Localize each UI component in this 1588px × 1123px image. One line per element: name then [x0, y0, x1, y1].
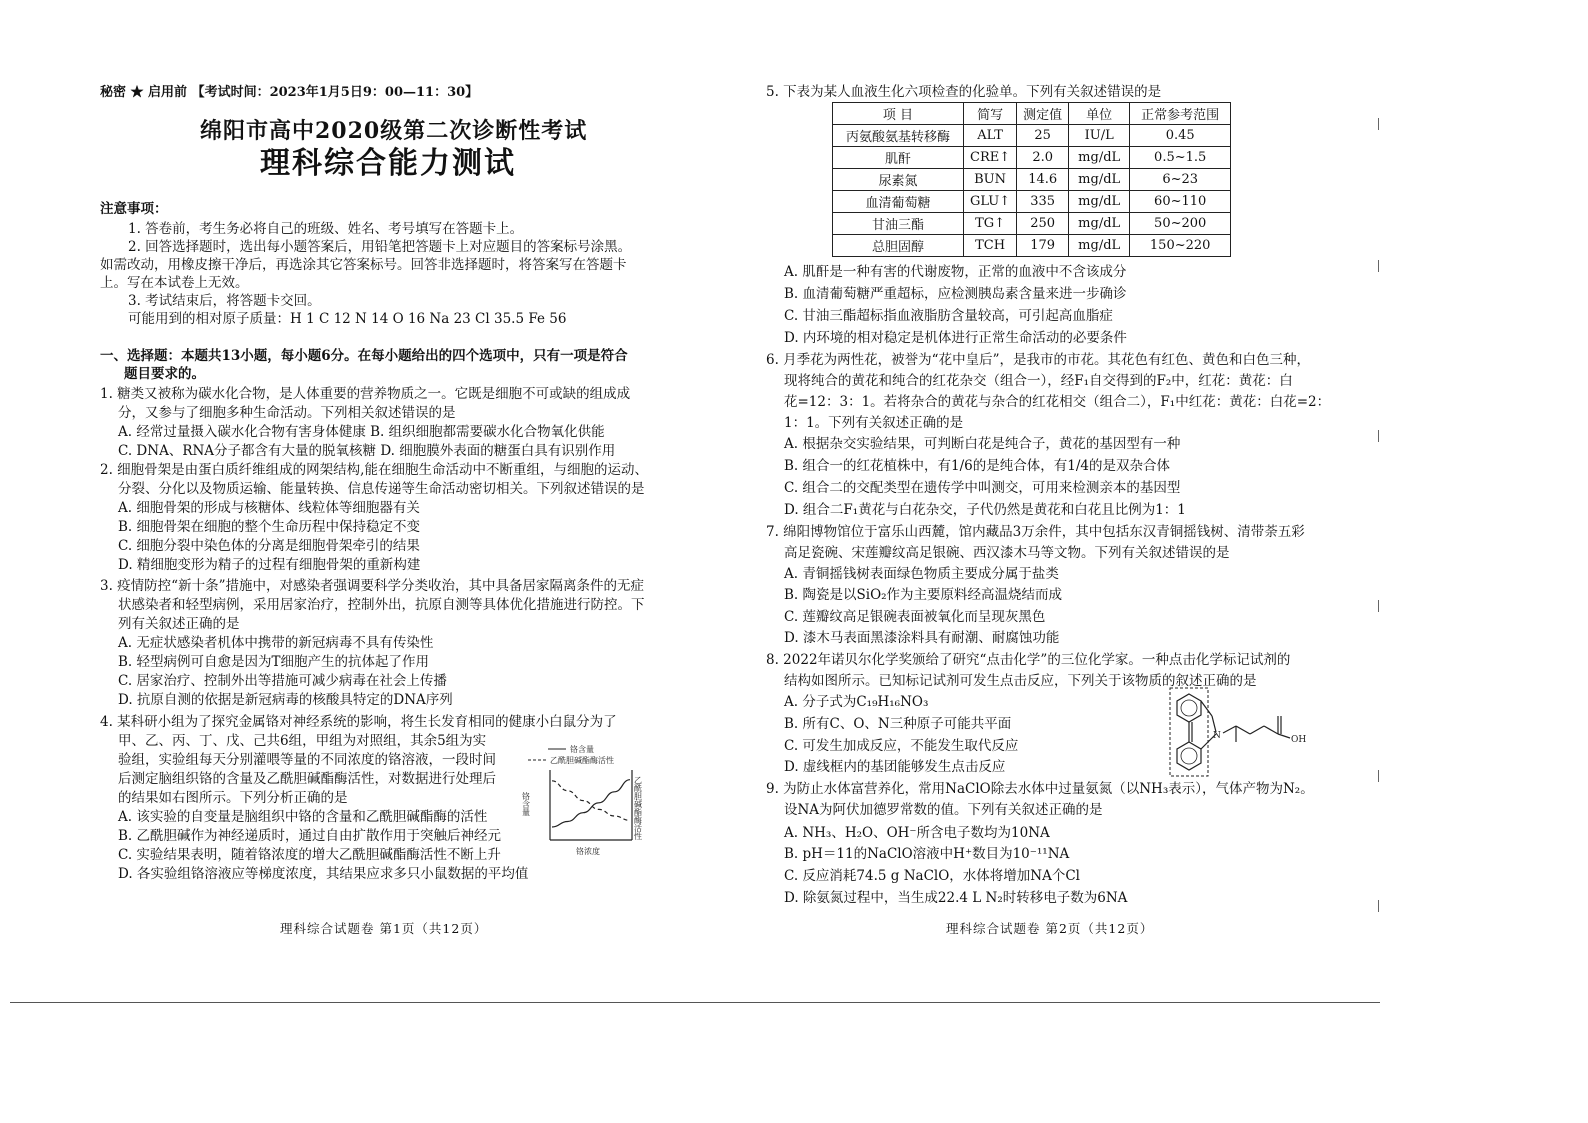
blood-test-table — [832, 102, 1231, 257]
x-axis-label: 铬浓度 — [576, 847, 600, 856]
question-line: C. 可发生加成反应，不能发生取代反应 — [784, 738, 1019, 754]
question-line: A. 细胞骨架的形成与核糖体、线粒体等细胞器有关 — [118, 500, 420, 516]
question-line: 设NA为阿伏加德罗常数的值。下列有关叙述正确的是 — [784, 802, 1103, 818]
margin-tick — [1378, 118, 1379, 130]
table-cell: 179 — [1017, 235, 1069, 257]
table-cell: 0.5~1.5 — [1130, 147, 1231, 169]
question-line: B. 轻型病例可自愈是因为T细胞产生的抗体起了作用 — [118, 654, 430, 670]
q4-line-chart — [518, 742, 646, 862]
question-line: 结构如图所示。已知标记试剂可发生点击反应，下列关于该物质的叙述正确的是 — [784, 673, 1257, 689]
table-cell: BUN — [964, 169, 1017, 191]
col-header: 简写 — [964, 103, 1017, 125]
table-cell: 丙氨酸氨基转移酶 — [833, 125, 964, 147]
question-line: D. 精细胞变形为精子的过程有细胞骨架的重新构建 — [118, 557, 421, 573]
question-line: 高足瓷碗、宋莲瓣纹高足银碗、西汉漆木马等文物。下列有关叙述错误的是 — [784, 545, 1230, 561]
question-line: A. NH₃、H₂O、OH⁻所含电子数均为10NA — [784, 825, 1050, 841]
secret-line: 秘密 ★ 启用前 【考试时间：2023年1月5日9：00—11：30】 — [100, 85, 479, 100]
bond — [1278, 734, 1290, 738]
margin-tick — [1378, 600, 1379, 612]
bond — [1223, 726, 1236, 733]
question-line: A. 根据杂交实验结果，可判断白花是纯合子，黄花的基因型有一种 — [784, 436, 1181, 452]
question-line: 6. 月季花为两性花，被誉为“花中皇后”，是我市的市花。其花色有红色、黄色和白色三种， — [766, 352, 1310, 368]
section-heading-cont: 题目要求的。 — [124, 366, 205, 382]
table-cell: TCH — [964, 235, 1017, 257]
question-line: D. 各实验组铬溶液应等梯度浓度，其结果应求多只小鼠数据的平均值 — [118, 866, 529, 882]
question-line: 1. 糖类又被称为碳水化合物，是人体重要的营养物质之一。它既是细胞不可或缺的组成成 — [100, 386, 631, 402]
col-header: 测定值 — [1017, 103, 1069, 125]
table-cell: mg/dL — [1069, 169, 1130, 191]
bond — [1250, 726, 1264, 734]
question-line: A. 经常过量摄入碳水化合物有害身体健康 B. 组织细胞都需要碳水化合物氧化供能 — [118, 424, 605, 440]
question-line: D. 虚线框内的基团能够发生点击反应 — [784, 759, 1006, 775]
question-line: 分裂、分化以及物质运输、能量转换、信息传递等生命活动密切相关。下列叙述错误的是 — [118, 481, 645, 497]
question-line: 后测定脑组织铬的含量及乙酰胆碱酯酶活性，对数据进行处理后 — [118, 771, 496, 787]
table-cell: mg/dL — [1069, 191, 1130, 213]
bond — [1212, 716, 1216, 732]
table-cell: 总胆固醇 — [833, 235, 964, 257]
aromatic-circle — [1181, 748, 1197, 764]
margin-tick — [1378, 770, 1379, 782]
bond — [1201, 701, 1212, 716]
subject-title: 理科综合能力测试 — [260, 146, 516, 181]
series-line-1 — [552, 781, 630, 821]
question-line: 1：1。下列有关叙述正确的是 — [784, 415, 964, 431]
question-line: 验组，实验组每天分别灌喂等量的不同浓度的铬溶液，一段时间 — [118, 752, 496, 768]
question-line: 甲、乙、丙、丁、戊、己共6组，甲组为对照组，其余5组为实 — [118, 733, 487, 749]
question-line: 8. 2022年诺贝尔化学奖颁给了研究“点击化学”的三位化学家。一种点击化学标记试剂的 — [766, 652, 1291, 668]
page-footer-right: 理科综合试题卷 第2页（共12页） — [946, 921, 1154, 936]
question-line: C. 组合二的交配类型在遗传学中叫测交，可用来检测亲本的基因型 — [784, 480, 1181, 496]
table-cell: 50~200 — [1130, 213, 1231, 235]
table-cell: TG↑ — [964, 213, 1017, 235]
question-line: D. 抗原自测的依据是新冠病毒的核酸具特定的DNA序列 — [118, 692, 453, 708]
margin-tick — [1378, 900, 1379, 912]
col-header: 正常参考范围 — [1130, 103, 1231, 125]
table-cell: mg/dL — [1069, 213, 1130, 235]
table-cell: 0.45 — [1130, 125, 1231, 147]
q5-stem: 5. 下表为某人血液生化六项检查的化验单。下列有关叙述错误的是 — [766, 84, 1162, 100]
note-item: 1. 答卷前，考生务必将自己的班级、姓名、考号填写在答题卡上。 — [128, 221, 524, 237]
question-line: B. pH＝11的NaClO溶液中H⁺数目为10⁻¹¹NA — [784, 846, 1070, 862]
bond — [1264, 726, 1278, 734]
table-cell: mg/dL — [1069, 235, 1130, 257]
exam-title: 绵阳市高中2020级第二次诊断性考试 — [200, 118, 588, 144]
table-cell: CRE↑ — [964, 147, 1017, 169]
bond — [1236, 726, 1250, 734]
table-cell: GLU↑ — [964, 191, 1017, 213]
margin-tick — [1378, 430, 1379, 442]
question-line: C. 实验结果表明，随着铬浓度的增大乙酰胆碱酯酶活性不断上升 — [118, 847, 501, 863]
table-cell: 肌酐 — [833, 147, 964, 169]
table-row — [833, 147, 1231, 169]
question-line: B. 乙酰胆碱作为神经递质时，通过自由扩散作用于突触后神经元 — [118, 828, 502, 844]
question-line: 9. 为防止水体富营养化，常用NaClO除去水体中过量氨氮（以NH₃表示），气体产物为N₂。 — [766, 781, 1314, 797]
table-cell: 25 — [1017, 125, 1069, 147]
section-heading: 一、选择题：本题共13小题，每小题6分。在每小题给出的四个选项中，只有一项是符合 — [100, 348, 628, 364]
question-line: B. 细胞骨架在细胞的整个生命历程中保持稳定不变 — [118, 519, 421, 535]
question-line: 7. 绵阳博物馆位于富乐山西麓，馆内藏品3万余件，其中包括东汉青铜摇钱树、清带荼五彩 — [766, 524, 1305, 540]
table-row — [833, 125, 1231, 147]
question-line: A. 该实验的自变量是脑组织中铬的含量和乙酰胆碱酯酶的活性 — [118, 809, 488, 825]
legend-label: 铬含量 — [570, 745, 594, 754]
table-cell: mg/dL — [1069, 147, 1130, 169]
table-row — [833, 169, 1231, 191]
question-line: B. 组合一的红花植株中，有1/6的是纯合体，有1/4的是双杂合体 — [784, 458, 1170, 474]
question-line: 4. 某科研小组为了探究金属铬对神经系统的影响，将生长发育相同的健康小白鼠分为了 — [100, 714, 617, 730]
molecule-structure — [1168, 686, 1318, 778]
atomic-masses: 可能用到的相对原子质量：H 1 C 12 N 14 O 16 Na 23 Cl 35.5 Fe 56 — [128, 311, 567, 327]
bottom-rule — [10, 1002, 1380, 1003]
question-line: B. 陶瓷是以SiO₂作为主要原料经高温烧结而成 — [784, 587, 1063, 603]
table-cell: 2.0 — [1017, 147, 1069, 169]
question-line: 3. 疫情防控“新十条”措施中，对感染者强调要科学分类收治，其中具备居家隔离条件的无症 — [100, 578, 644, 594]
col-header: 项 目 — [833, 103, 964, 125]
question-line: B. 血清葡萄糖严重超标，应检测胰岛素含量来进一步确诊 — [784, 286, 1127, 302]
question-line: 列有关叙述正确的是 — [118, 616, 240, 632]
aromatic-circle — [1181, 700, 1197, 716]
note-item: 2. 回答选择题时，选出每小题答案后，用铅笔把答题卡上对应题目的答案标号涂黑。 — [128, 239, 632, 255]
question-line: 状感染者和轻型病例，采用居家治疗，控制外出，抗原自测等具体优化措施进行防控。下 — [118, 597, 645, 613]
question-line: A. 肌酐是一种有害的代谢废物，正常的血液中不含该成分 — [784, 264, 1127, 280]
table-cell: 甘油三酯 — [833, 213, 964, 235]
question-line: 现将纯合的黄花和纯合的红花杂交（组合一），经F₁自交得到的F₂中，红花：黄花：白 — [784, 373, 1293, 389]
table-cell: 335 — [1017, 191, 1069, 213]
question-line: A. 分子式为C₁₉H₁₆NO₃ — [784, 694, 929, 710]
table-cell: 14.6 — [1017, 169, 1069, 191]
notes-heading: 注意事项： — [100, 201, 168, 217]
table-row — [833, 235, 1231, 257]
question-line: C. 莲瓣纹高足银碗表面被氧化而呈现灰黑色 — [784, 609, 1046, 625]
table-header-row — [833, 103, 1231, 125]
question-line: A. 无症状感染者机体中携带的新冠病毒不具有传染性 — [118, 635, 434, 651]
table-cell: 150~220 — [1130, 235, 1231, 257]
series-line-0 — [552, 780, 630, 827]
table-cell: IU/L — [1069, 125, 1130, 147]
note-item: 3. 考试结束后，将答题卡交回。 — [128, 293, 321, 309]
hydroxyl-label: OH — [1291, 735, 1307, 745]
table-row — [833, 191, 1231, 213]
question-line: D. 组合二F₁黄花与白花杂交，子代仍然是黄花和白花且比例为1：1 — [784, 502, 1186, 518]
y2-axis-label: 乙酰胆碱酯酶活性 — [633, 776, 643, 840]
benzene-ring-bottom — [1177, 742, 1201, 770]
question-line: 2. 细胞骨架是由蛋白质纤维组成的网架结构,能在细胞生命活动中不断重组，与细胞的运动、 — [100, 462, 648, 478]
question-line: D. 内环境的相对稳定是机体进行正常生命活动的必要条件 — [784, 330, 1127, 346]
question-line: D. 漆木马表面黑漆涂料具有耐潮、耐腐蚀功能 — [784, 630, 1060, 646]
question-line: 花=12：3：1。若将杂合的黄花与杂合的红花相交（组合二），F₁中红花：黄花：白花=2： — [784, 394, 1331, 410]
question-line: A. 青铜摇钱树表面绿色物质主要成分属于盐类 — [784, 566, 1059, 582]
table-cell: 250 — [1017, 213, 1069, 235]
table-row — [833, 213, 1231, 235]
note-item: 上。写在本试卷上无效。 — [100, 275, 249, 291]
question-line: C. DNA、RNA分子都含有大量的脱氧核糖 D. 细胞膜外表面的糖蛋白具有识别作用 — [118, 443, 616, 459]
col-header: 单位 — [1069, 103, 1130, 125]
table-cell: 尿素氮 — [833, 169, 964, 191]
question-line: C. 居家治疗、控制外出等措施可减少病毒在社会上传播 — [118, 673, 447, 689]
legend-label: 乙酰胆碱酯酶活性 — [550, 756, 614, 765]
margin-tick — [1378, 260, 1379, 272]
table-cell: 血清葡萄糖 — [833, 191, 964, 213]
question-line: C. 反应消耗74.5 g NaClO，水体将增加NA个Cl — [784, 868, 1080, 884]
y-axis-label: 铬含量 — [521, 792, 531, 816]
table-cell: ALT — [964, 125, 1017, 147]
table-cell: 60~110 — [1130, 191, 1231, 213]
question-line: D. 除氨氮过程中，当生成22.4 L N₂时转移电子数为6NA — [784, 890, 1128, 906]
note-item: 如需改动，用橡皮擦干净后，再选涂其它答案标号。回答非选择题时，将答案写在答题卡 — [100, 257, 627, 273]
page-footer-left: 理科综合试题卷 第1页（共12页） — [280, 921, 488, 936]
nitrogen-atom: N — [1213, 731, 1221, 741]
question-line: B. 所有C、O、N三种原子可能共平面 — [784, 716, 1012, 732]
question-line: C. 甘油三酯超标指血液脂肪含量较高，可引起高血脂症 — [784, 308, 1113, 324]
question-line: 分，又参与了细胞多种生命活动。下列相关叙述错误的是 — [118, 405, 456, 421]
benzene-ring-top — [1177, 694, 1201, 722]
table-cell: 6~23 — [1130, 169, 1231, 191]
question-line: C. 细胞分裂中染色体的分离是细胞骨架牵引的结果 — [118, 538, 420, 554]
question-line: 的结果如右图所示。下列分析正确的是 — [118, 790, 348, 806]
